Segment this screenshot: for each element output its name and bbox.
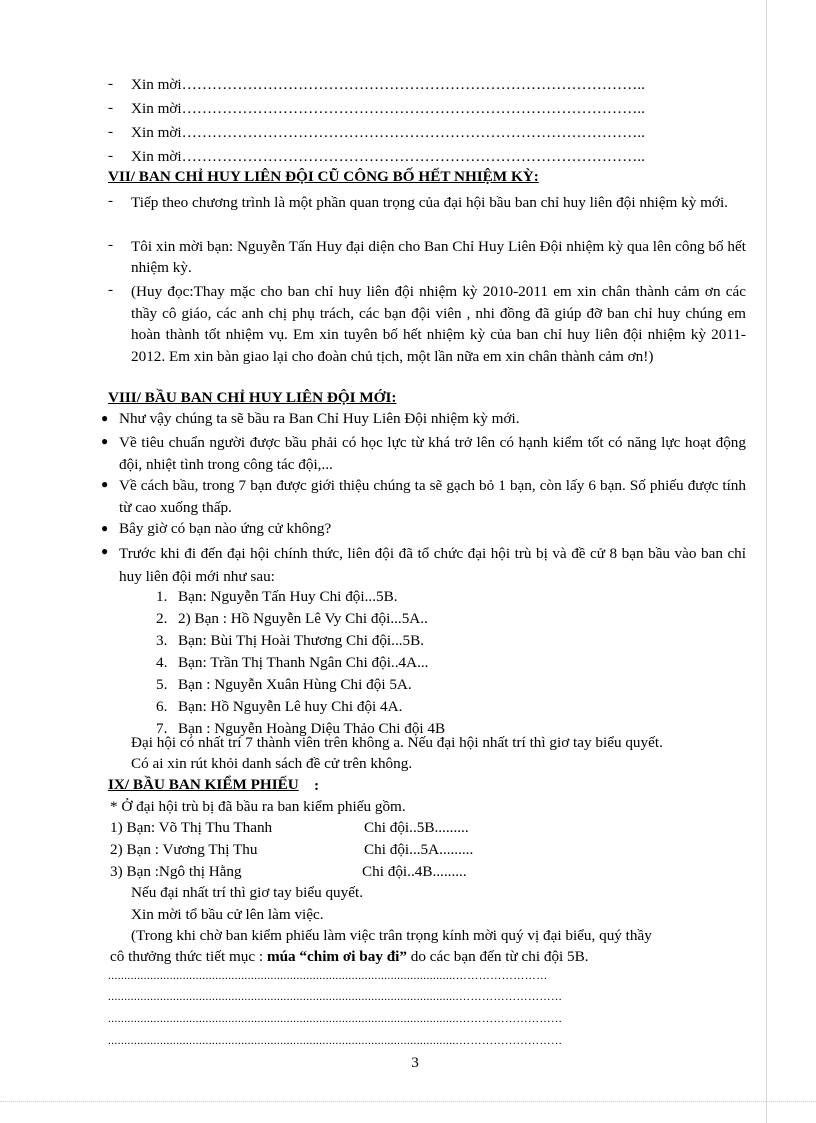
list-item: 7. Bạn : Nguyễn Hoàng Diệu Thảo Chi đội 4B (156, 720, 446, 737)
dash-marker: - (108, 147, 114, 164)
section-7-item: Tôi xin mời bạn: Nguyễn Tấn Huy đại diện cho Ban Chỉ Huy Liên Đội nhiệm kỳ qua lên công bố hết nhiệm kỳ. (131, 238, 746, 276)
section-9-heading: IX/ BẦU BAN KIỂM PHIẾU (108, 776, 299, 793)
member-name: 1) Bạn: Võ Thị Thu Thanh (110, 819, 273, 836)
section-8-bullet: Về cách bầu, trong 7 bạn được giới thiệu chúng ta sẽ gạch bỏ 1 bạn, còn lấy 6 bạn. Số phiếu được tính từ cao xuống thấp. (119, 477, 746, 516)
performance-title: múa “chim ơi bay đi” (266, 948, 407, 965)
list-item: 1. Bạn: Nguyễn Tấn Huy Chi đội...5B. (156, 588, 398, 605)
dash-marker: - (108, 236, 114, 253)
candidate-list (156, 586, 445, 740)
dotted-line: ............................................................................................................……………………… (108, 1035, 563, 1047)
bullet-icon: ● (101, 434, 109, 448)
section-7-heading: VII/ BAN CHỈ HUY LIÊN ĐỘI CŨ CÔNG BỐ HẾT NHIỆM KỲ: (108, 168, 539, 185)
dotted-line: ............................................................................................................……………………… (108, 1013, 563, 1025)
invite-line: Xin mời……………………………………………………………………………….. (131, 76, 645, 93)
paragraph-line: * Ở đại hội trù bị đã bầu ra ban kiểm phiếu gồm. (110, 798, 406, 815)
member-group: Chi đội...5A......... (364, 841, 474, 858)
bullet-icon: ● (101, 521, 109, 535)
list-item: 2. 2) Bạn : Hồ Nguyễn Lê Vy Chi đội...5A.. (156, 610, 428, 627)
section-8-bullet: Về tiêu chuẩn người được bầu phải có học lực từ khá trở lên có hạnh kiểm tốt có năng lực hoạt động đội, nhiệt tình trong công tác đội,... (119, 434, 746, 473)
section-8-bullet: Bây giờ có bạn nào ứng cử không? (119, 520, 332, 537)
dash-marker: - (108, 75, 114, 92)
paragraph-line: Đại hội có nhất trí 7 thành viên trên không a. Nếu đại hội nhất trí thì giơ tay biểu quyết. (131, 734, 663, 751)
list-item: 6. Bạn: Hồ Nguyễn Lê huy Chi đội 4A. (156, 698, 403, 715)
list-item: 3. Bạn: Bùi Thị Hoài Thương Chi đội...5B. (156, 632, 425, 649)
section-9-heading-colon: : (314, 777, 320, 794)
paragraph-line: Có ai xin rút khỏi danh sách đề cử trên không. (131, 755, 413, 772)
invite-line: Xin mời……………………………………………………………………………….. (131, 124, 645, 141)
list-item: 5. Bạn : Nguyễn Xuân Hùng Chi đội 5A. (156, 676, 412, 693)
paragraph-line: (Trong khi chờ ban kiểm phiếu làm việc trân trọng kính mời quý vị đại biểu, quý thầy (131, 927, 652, 944)
dash-marker: - (108, 281, 114, 298)
dash-marker: - (108, 192, 114, 209)
member-group: Chi đội..5B......... (364, 819, 469, 836)
paragraph-line: cô thưởng thức tiết mục : múa “chim ơi bay đi” do các bạn đến từ chi đội 5B. (110, 948, 589, 965)
invite-line: Xin mời……………………………………………………………………………….. (131, 148, 645, 165)
page-number: 3 (411, 1054, 419, 1071)
member-name: 2) Bạn : Vương Thị Thu (110, 841, 258, 858)
section-7-item: Tiếp theo chương trình là một phần quan trọng của đại hội bầu ban chỉ huy liên đội nhiệm kỳ mới. (131, 194, 728, 211)
invite-line: Xin mời……………………………………………………………………………….. (131, 100, 645, 117)
dash-marker: - (108, 99, 114, 116)
section-8-heading: VIII/ BẦU BAN CHỈ HUY LIÊN ĐỘI MỚI: (108, 389, 397, 406)
section-8-bullet: Như vậy chúng ta sẽ bầu ra Ban Chỉ Huy Liên Đội nhiệm kỳ mới. (119, 410, 520, 427)
dotted-line: ............................................................................................................……………………… (108, 991, 563, 1003)
bullet-icon: ● (101, 477, 109, 491)
dotted-line: ...........................................................................................................…………………… (108, 970, 548, 982)
margin-guide-horizontal (0, 1101, 816, 1102)
dash-marker: - (108, 123, 114, 140)
member-name: 3) Bạn :Ngô thị Hằng (110, 863, 242, 880)
section-8-bullet: Trước khi đi đến đại hội chính thức, liên đội đã tổ chức đại hội trù bị và đề cử 8 bạn bầu vào ban chỉ huy liên đội mới như sau: (119, 545, 746, 585)
margin-guide-vertical (766, 0, 767, 1123)
member-group: Chi đội..4B......... (362, 863, 467, 880)
section-7-item: (Huy đọc:Thay mặc cho ban chỉ huy liên đội nhiệm kỳ 2010-2011 em xin chân thành cảm ơn các thầy cô giáo, các anh chị phụ trách, các bạn đội viên , nhi đồng đã giúp đỡ ban chỉ huy chúng em hoàn thành tốt nhiệm vụ. Em xin tuyên bố hết nhiệm kỳ của ban chỉ huy liên đội nhiệm kỳ 2011-2012. Em xin bàn giao lại cho đoàn chủ tịch, một lần nữa em xin chân thành cảm ơn!) (131, 283, 746, 365)
bullet-icon: ● (101, 544, 109, 558)
paragraph-line: Nếu đại nhất trí thì giơ tay biểu quyết. (131, 884, 363, 901)
paragraph-line: Xin mời tổ bầu cử lên làm việc. (131, 906, 324, 923)
bullet-icon: ● (101, 411, 109, 425)
list-item: 4. Bạn: Trần Thị Thanh Ngân Chi đội..4A... (156, 654, 429, 671)
